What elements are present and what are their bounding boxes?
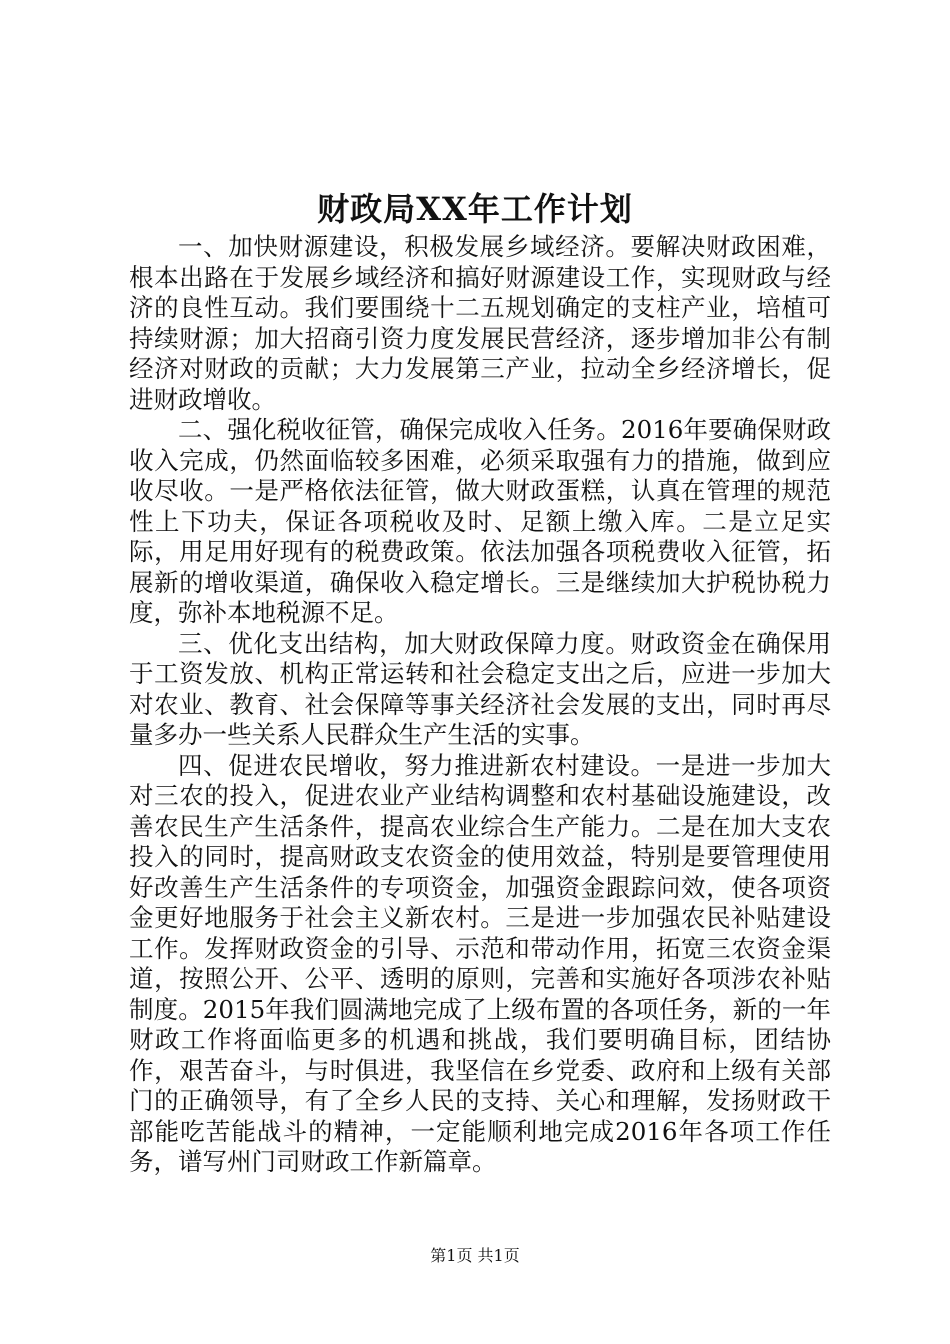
paragraph-3: 三、优化支出结构，加大财政保障力度。财政资金在确保用于工资发放、机构正常运转和社会稳定支出之后，应进一步加大对农业、教育、社会保障等事关经济社会发展的支出，同时再尽量多办一些关系人民群众生产生活的实事。 <box>129 628 831 749</box>
paragraph-2: 二、强化税收征管，确保完成收入任务。2016年要确保财政收入完成，仍然面临较多困难，必须采取强有力的措施，做到应收尽收。一是严格依法征管，做大财政蛋糕，认真在管理的规范性上下功夫，保证各项税收及时、足额上缴入库。二是立足实际，用足用好现有的税费政策。依法加强各项税费收入征管，拓展新的增收渠道，确保收入稳定增长。三是继续加大护税协税力度，弥补本地税源不足。 <box>129 415 831 627</box>
page-footer: 第1页 共1页 <box>430 1246 520 1265</box>
document-title: 财政局XX年工作计划 <box>317 190 633 228</box>
paragraph-1: 一、加快财源建设，积极发展乡域经济。要解决财政困难，根本出路在于发展乡域经济和搞好财源建设工作，实现财政与经济的良性互动。我们要围绕十二五规划确定的支柱产业，培植可持续财源；加大招商引资力度发展民营经济，逐步增加非公有制经济对财政的贡献；大力发展第三产业，拉动全乡经济增长，促进财政增收。 <box>129 232 831 414</box>
paragraph-4: 四、促进农民增收，努力推进新农村建设。一是进一步加大对三农的投入，促进农业产业结构调整和农村基础设施建设，改善农民生产生活条件，提高农业综合生产能力。二是在加大支农投入的同时，提高财政支农资金的使用效益，特别是要管理使用好改善生产生活条件的专项资金，加强资金跟踪问效，使各项资金更好地服务于社会主义新农村。三是进一步加强农民补贴建设工作。发挥财政资金的引导、示范和带动作用，拓宽三农资金渠道，按照公开、公平、透明的原则，完善和实施好各项涉农补贴制度。2015年我们圆满地完成了上级布置的各项任务，新的一年财政工作将面临更多的机遇和挑战，我们要明确目标，团结协作，艰苦奋斗，与时俱进，我坚信在乡党委、政府和上级有关部门的正确领导，有了全乡人民的支持、关心和理解，发扬财政干部能吃苦能战斗的精神，一定能顺利地完成2016年各项工作任务，谱写州门司财政工作新篇章。 <box>129 750 831 1176</box>
document-body <box>129 232 831 1178</box>
